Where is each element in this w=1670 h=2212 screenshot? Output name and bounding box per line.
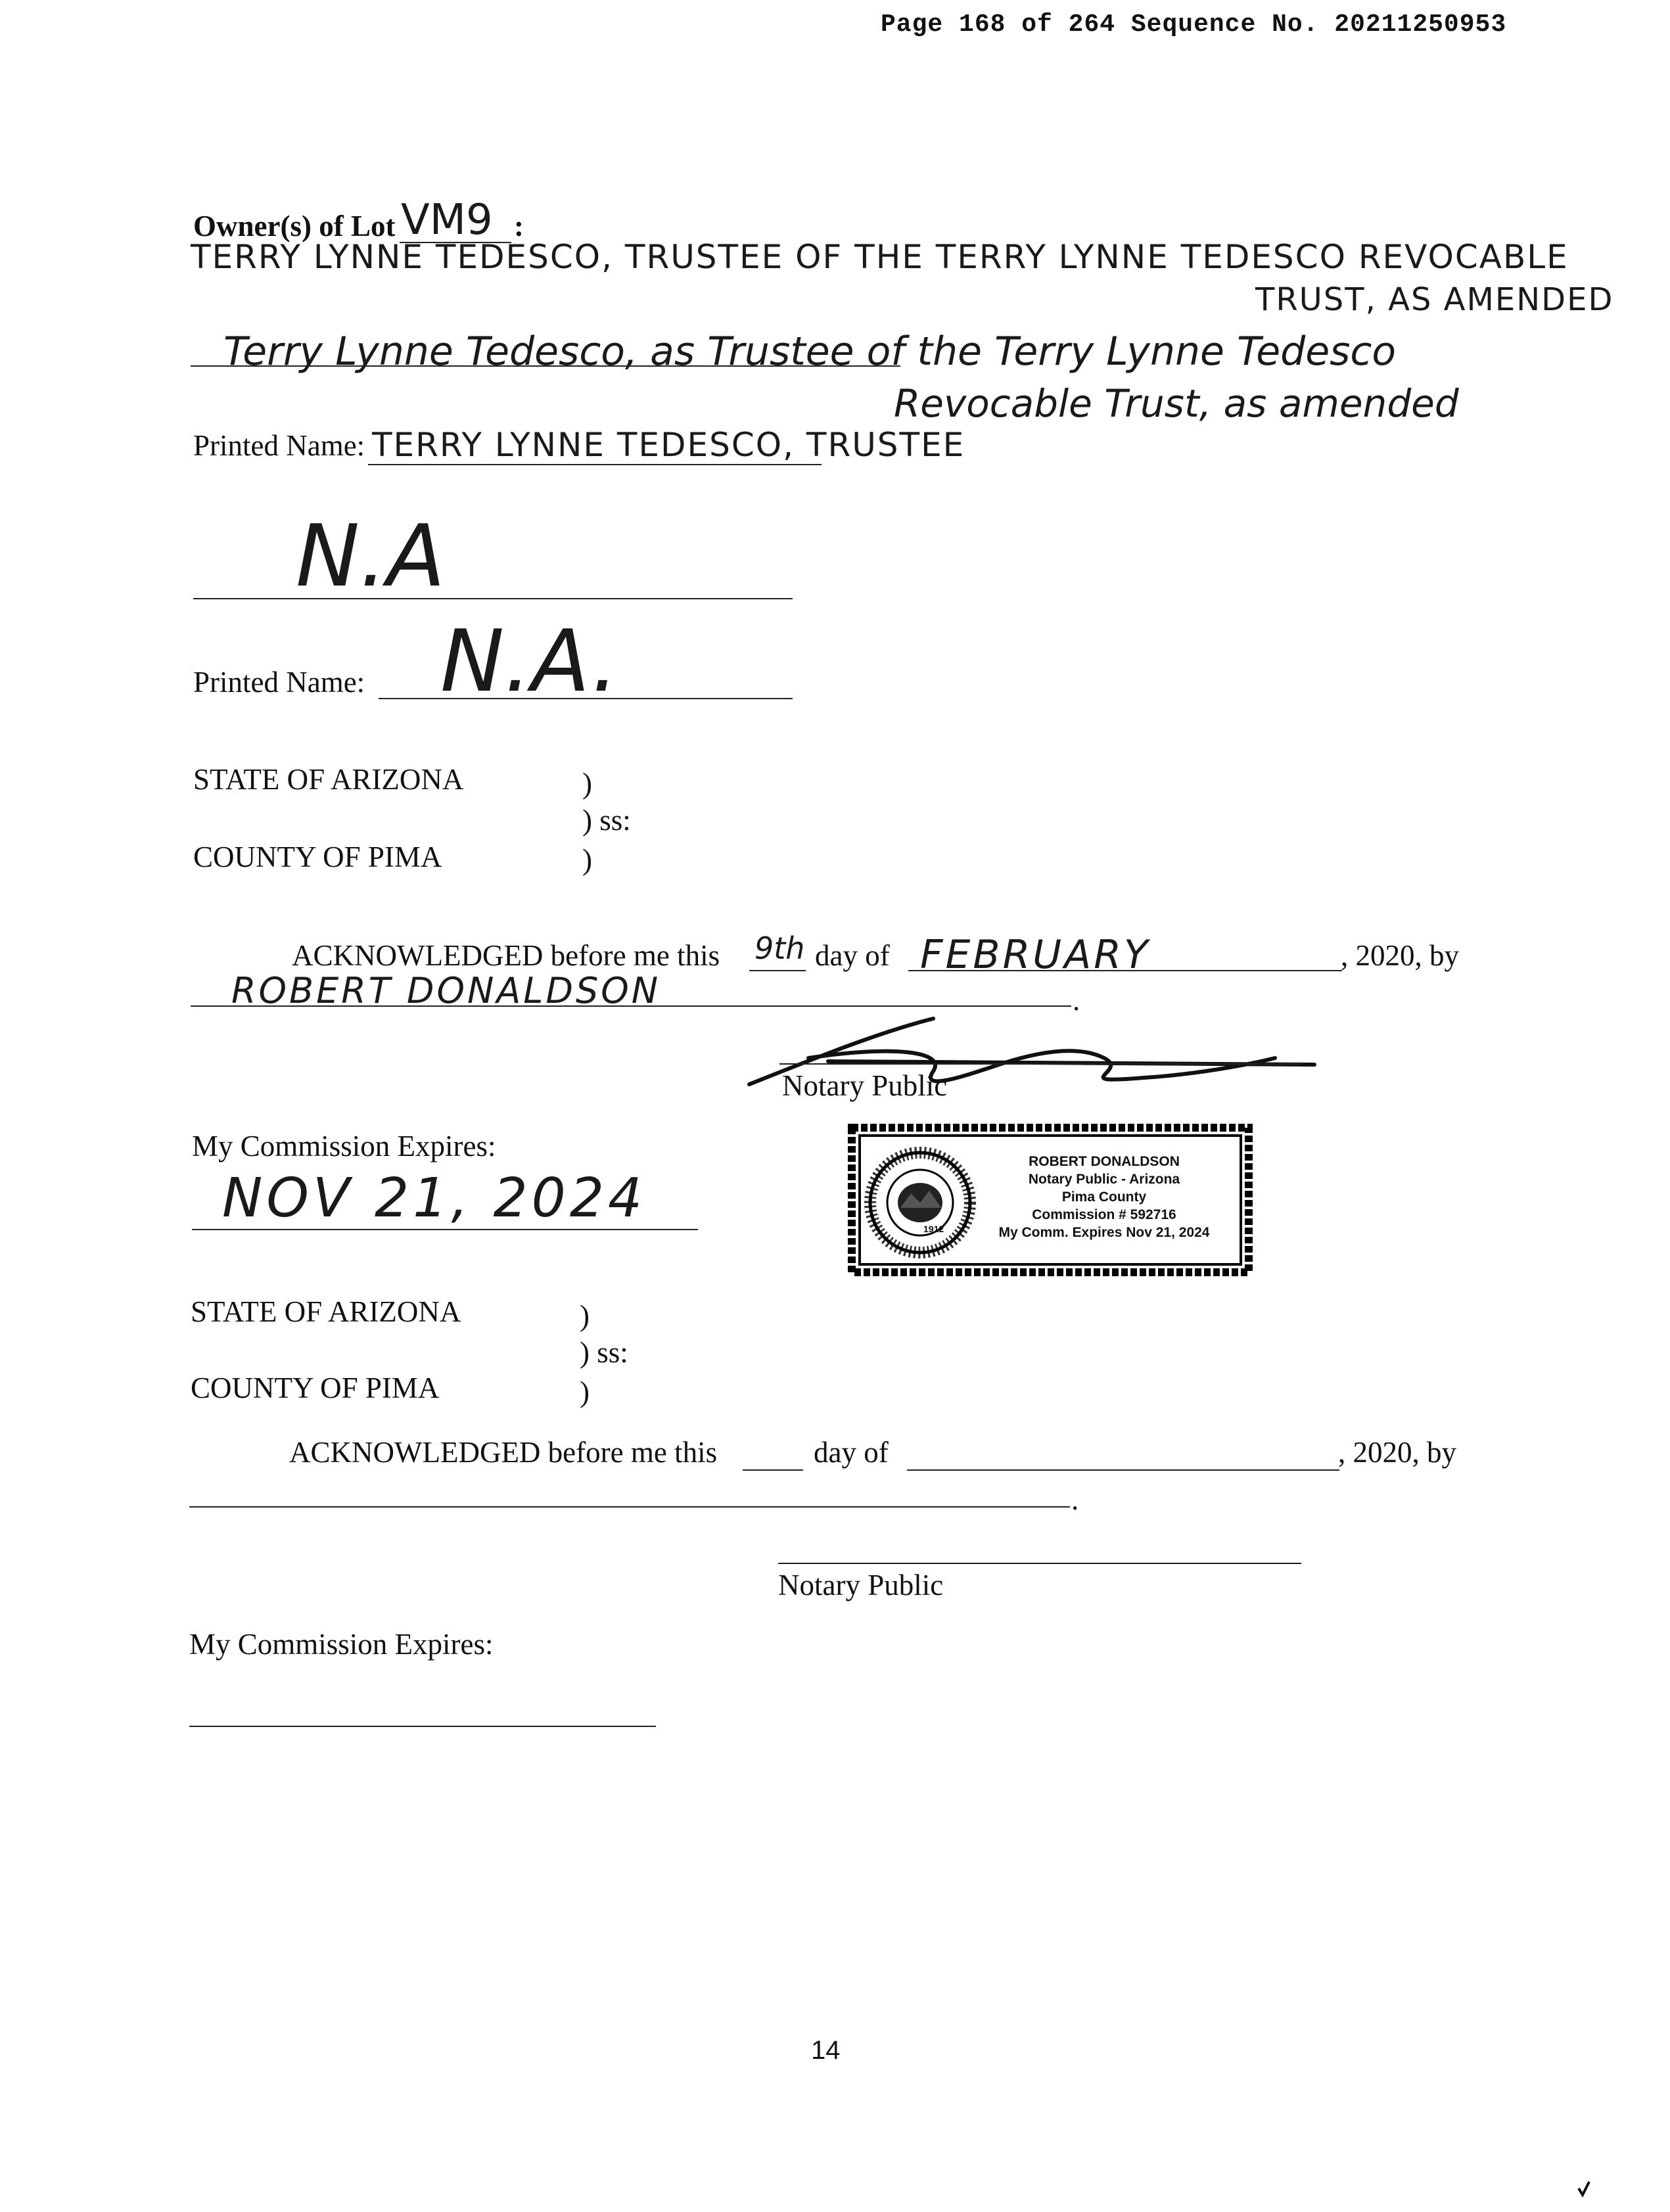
stamp-line-5: My Comm. Expires Nov 21, 2024: [998, 1225, 1210, 1240]
owner-name-line-1: TERRY LYNNE TEDESCO, TRUSTEE OF THE TERRY LYNNE TEDESCO REVOCABLE: [191, 238, 1569, 276]
ack-1-suffix: , 2020, by: [1341, 939, 1459, 972]
venue-2-state: STATE OF ARIZONA: [191, 1295, 461, 1328]
ack-1-day-of: day of: [815, 939, 890, 972]
owner-colon: :: [514, 210, 524, 242]
ack-1-by-value: ROBERT DONALDSON: [231, 970, 661, 1011]
commission-1-underline: [192, 1229, 698, 1230]
state-seal-icon: [868, 1150, 973, 1255]
venue-2-county: COUNTY OF PIMA: [191, 1371, 440, 1404]
owner-name-line-2: TRUST, AS AMENDED: [1255, 281, 1614, 318]
owner-signature-line-1: Terry Lynne Tedesco, as Trustee of the Terry Lynne Tedesco: [223, 329, 1397, 375]
commission-2-label: My Commission Expires:: [189, 1628, 494, 1661]
venue-1-county: COUNTY OF PIMA: [193, 841, 442, 873]
notary-stamp: [848, 1124, 1253, 1276]
ack-1-by-underline: [191, 1005, 1071, 1007]
venue-1-paren-top: ): [582, 767, 592, 800]
ack-2-day-of: day of: [814, 1436, 889, 1469]
ack-1-period: .: [1073, 984, 1080, 1017]
venue-1-paren-mid: ) ss:: [582, 804, 631, 837]
stamp-line-1: ROBERT DONALDSON: [1029, 1154, 1180, 1169]
ack-1-day-value: 9th: [754, 931, 805, 966]
ack-2-by-underline: [189, 1506, 1070, 1508]
owner-signature-line: [191, 365, 900, 367]
commission-1-label: My Commission Expires:: [192, 1130, 496, 1163]
ack-1-prefix: ACKNOWLEDGED before me this: [292, 939, 720, 972]
ack-2-period: .: [1071, 1483, 1079, 1516]
printed-name-underline-1: [368, 464, 822, 465]
ack-2-suffix: , 2020, by: [1338, 1436, 1456, 1469]
printed-name-value-1: TERRY LYNNE TEDESCO, TRUSTEE: [372, 426, 965, 464]
printed-name-value-2: N.A.: [440, 611, 619, 711]
venue-2-paren-mid: ) ss:: [580, 1336, 628, 1369]
venue-2-paren-top: ): [580, 1299, 590, 1332]
ack-2-month-underline: [907, 1469, 1339, 1471]
venue-1-paren-bottom: ): [582, 843, 592, 876]
ack-1-month-value: FEBRUARY: [920, 932, 1151, 978]
page-number: 14: [811, 2036, 841, 2065]
stamp-line-2: Notary Public - Arizona: [1028, 1172, 1180, 1187]
notary-2-line: [778, 1563, 1301, 1564]
venue-1-state: STATE OF ARIZONA: [193, 763, 464, 796]
printed-name-label-1: Printed Name:: [193, 429, 365, 462]
seal-year: 1912: [923, 1224, 944, 1234]
lot-value: VM9: [401, 196, 493, 244]
ack-1-month-underline: [908, 970, 1342, 971]
notary-1-label: Notary Public: [782, 1069, 948, 1102]
page-sequence-header: Page 168 of 264 Sequence No. 20211250953: [881, 11, 1507, 39]
printed-name-underline-2: [379, 698, 793, 699]
stamp-line-4: Commission # 592716: [1032, 1207, 1176, 1222]
commission-1-value: NOV 21, 2024: [222, 1167, 647, 1230]
stamp-text-block: [979, 1153, 1229, 1241]
owner-label: Owner(s) of Lot: [193, 210, 396, 242]
notary-2-label: Notary Public: [778, 1569, 944, 1601]
ack-1-day-underline: [749, 970, 806, 971]
owner-signature-line-2: Revocable Trust, as amended: [894, 381, 1459, 426]
second-signature-line: [193, 598, 793, 599]
ack-2-prefix: ACKNOWLEDGED before me this: [289, 1436, 718, 1469]
ack-2-day-underline: [743, 1469, 803, 1471]
commission-2-underline: [189, 1726, 656, 1727]
printed-name-label-2: Printed Name:: [193, 666, 365, 699]
stamp-line-3: Pima County: [1061, 1189, 1147, 1205]
check-mark-icon: [1576, 2180, 1592, 2198]
notary-1-line: [779, 1063, 1303, 1065]
second-signature-value: N.A: [296, 506, 446, 606]
venue-2-paren-bottom: ): [580, 1375, 590, 1408]
